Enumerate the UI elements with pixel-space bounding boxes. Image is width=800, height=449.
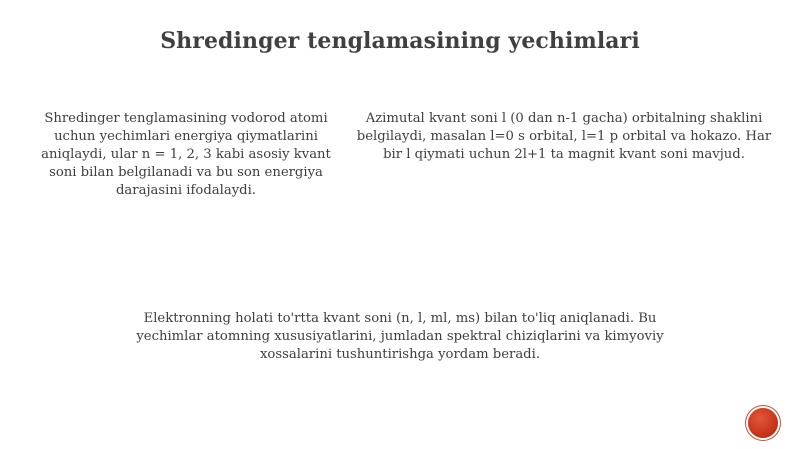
bottom-text-block: Elektronning holati to'rtta kvant soni (n, l, ml, ms) bilan to'liq aniqlanadi. Bu yechimlar atomning xususiyatlarini, jumladan spektral chiziqlarini va kimyoviy xossalarini tushuntirishga yordam beradi. (136, 311, 664, 362)
right-text-block: Azimutal kvant soni l (0 dan n-1 gacha) orbitalning shaklini belgilaydi, masalan l=0 s orbital, l=1 p orbital va hokazo. Har bir l qiymati uchun 2l+1 ta magnit kvant soni mavjud. (356, 111, 772, 162)
slide-title: Shredinger tenglamasining yechimlari (160, 28, 640, 54)
left-text-block: Shredinger tenglamasining vodorod atomi uchun yechimlari energiya qiymatlarini aniqlaydi, ular n = 1, 2, 3 kabi asosiy kvant soni bilan belgilanadi va bu son energiya darajasini ifodalaydi. (41, 111, 331, 198)
circle-nav-icon[interactable] (748, 408, 778, 438)
